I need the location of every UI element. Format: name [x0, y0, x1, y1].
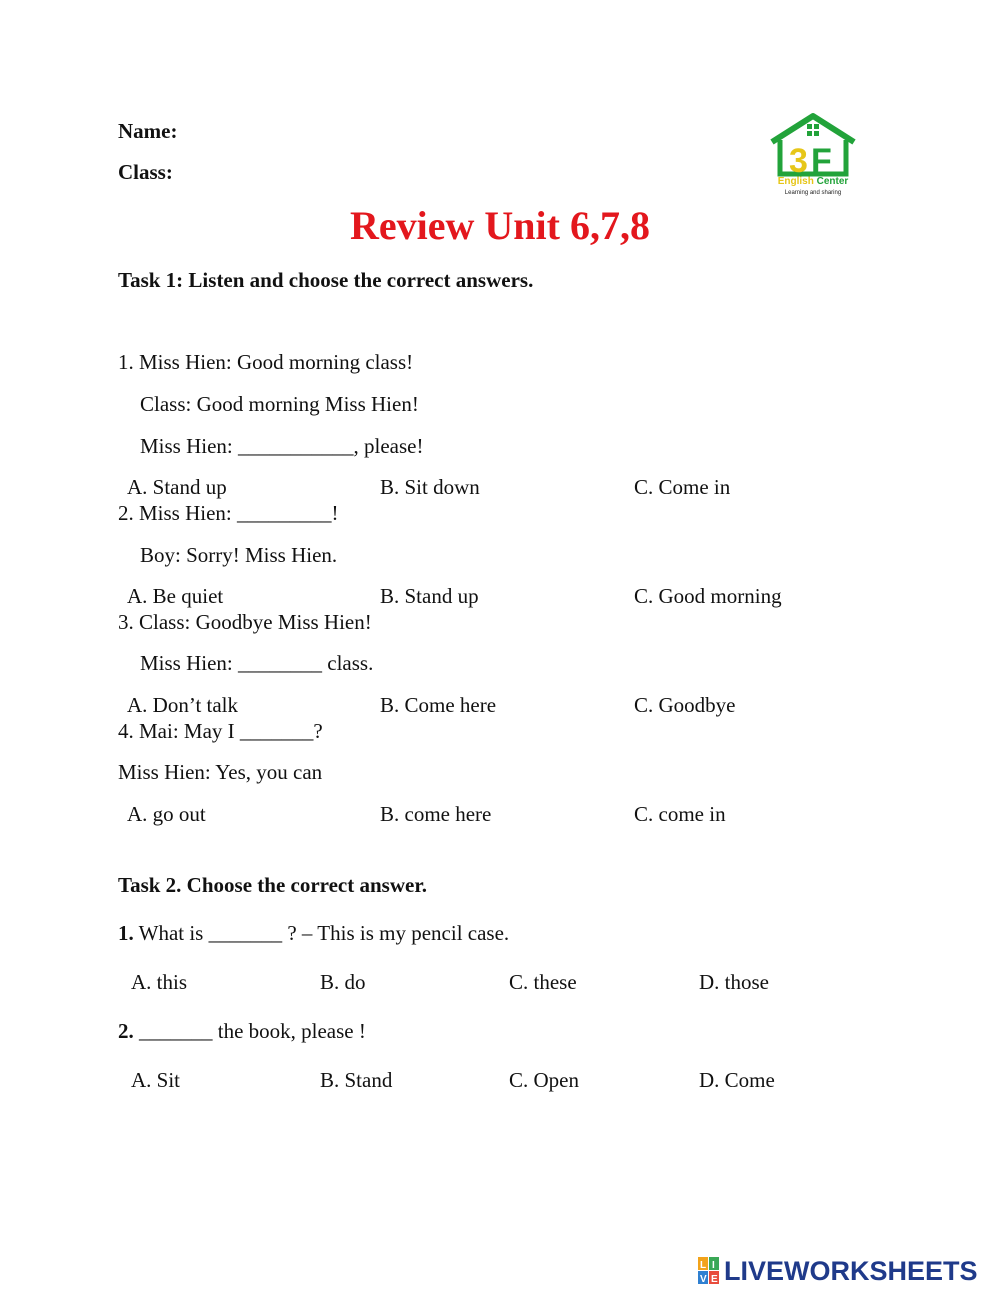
house-logo-icon — [768, 112, 858, 178]
logo-letter-i: I — [712, 1260, 715, 1271]
task1-q1-line2: Class: Good morning Miss Hien! — [140, 392, 419, 416]
task1-q2-option-c[interactable]: C. Good morning — [634, 584, 782, 608]
logo-letter-e: E — [711, 1274, 718, 1285]
task1-q2-option-a[interactable]: A. Be quiet — [127, 584, 224, 608]
task1-heading: Task 1: Listen and choose the correct answers. — [118, 268, 534, 292]
task2-q2-number: 2. — [118, 1019, 134, 1043]
logo-letter-v: V — [700, 1274, 707, 1285]
task1-q1-line3: Miss Hien: ___________, please! — [140, 434, 424, 458]
logo-tagline: Learning and sharing — [784, 190, 842, 196]
task2-q1-option-a[interactable]: A. this — [131, 970, 188, 994]
task1-q4-option-c[interactable]: C. come in — [634, 802, 726, 826]
logo-letter-l: L — [700, 1260, 707, 1271]
logo-mark-f: F — [811, 142, 832, 178]
task2-q1-option-d[interactable]: D. those — [699, 970, 769, 994]
task1-q2-line1: 2. Miss Hien: _________! — [118, 501, 339, 525]
task1-q4-line1: 4. Mai: May I _______? — [118, 719, 323, 743]
task1-q3-option-a[interactable]: A. Don’t talk — [127, 693, 239, 717]
task2-q1 — [118, 923, 509, 944]
task2-q1-number: 1. — [118, 921, 134, 945]
english-center-logo — [768, 112, 858, 202]
task1-q1-option-b[interactable]: B. Sit down — [380, 475, 480, 499]
task1-q3-line1: 3. Class: Goodbye Miss Hien! — [118, 610, 372, 634]
task1-q4-line2: Miss Hien: Yes, you can — [118, 760, 323, 784]
task2-q2-option-c[interactable]: C. Open — [509, 1068, 579, 1092]
logo-name: English Center — [777, 176, 849, 187]
task1-q2-option-b[interactable]: B. Stand up — [380, 584, 479, 608]
task2-q1-option-b[interactable]: B. do — [320, 970, 366, 994]
page-title: Review Unit 6,7,8 — [350, 203, 650, 248]
task2-q2-text: _______ the book, please ! — [133, 1019, 366, 1043]
task1-q3-option-c[interactable]: C. Goodbye — [634, 693, 736, 717]
name-label: Name: — [118, 119, 178, 143]
task1-q1-option-c[interactable]: C. Come in — [634, 475, 731, 499]
task2-q1-option-c[interactable]: C. these — [509, 970, 577, 994]
task1-q4-option-a[interactable]: A. go out — [127, 802, 206, 826]
task2-q1-text: What is _______ ? – This is my pencil case. — [133, 921, 510, 945]
task2-q2 — [118, 1021, 366, 1042]
task1-q1-line1: 1. Miss Hien: Good morning class! — [118, 350, 414, 374]
task2-q2-option-b[interactable]: B. Stand — [320, 1068, 393, 1092]
task2-heading: Task 2. Choose the correct answer. — [118, 873, 427, 897]
logo-mark-three: 3 — [789, 142, 808, 178]
class-label: Class: — [118, 160, 173, 184]
task1-q3-line2: Miss Hien: ________ class. — [140, 651, 374, 675]
task1-q4-option-b[interactable]: B. come here — [380, 802, 492, 826]
task1-q2-line2: Boy: Sorry! Miss Hien. — [140, 543, 338, 567]
liveworksheets-wordmark: LIVEWORKSHEETS — [724, 1256, 978, 1286]
task1-q1-option-a[interactable]: A. Stand up — [127, 475, 227, 499]
liveworksheets-logo-icon — [698, 1257, 720, 1285]
task2-q2-option-d[interactable]: D. Come — [699, 1068, 775, 1092]
task2-q2-option-a[interactable]: A. Sit — [131, 1068, 181, 1092]
task1-q3-option-b[interactable]: B. Come here — [380, 693, 497, 717]
